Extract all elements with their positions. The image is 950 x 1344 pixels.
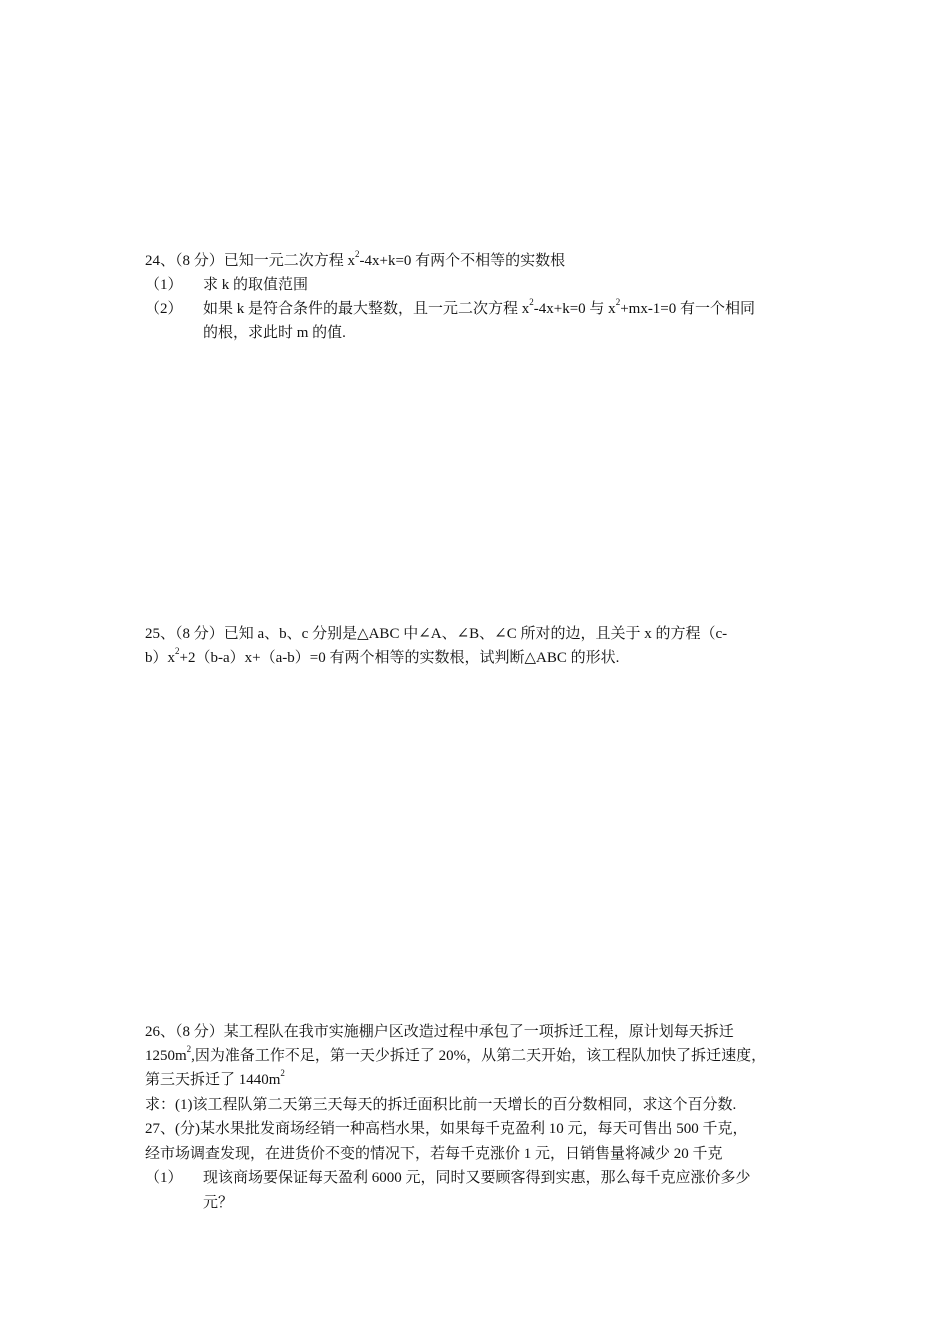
q27-line-1: 27、(分)某水果批发商场经销一种高档水果，如果每千克盈利 10 元，每天可售出 500 千克， — [145, 1121, 748, 1137]
q24-part-1-number: （1） — [145, 277, 183, 293]
q24-part-2-number: （2） — [145, 301, 183, 317]
q27-part-1-number: （1） — [145, 1170, 183, 1186]
q24-part-2-continued: 的根，求此时 m 的值. — [203, 325, 346, 341]
q26-line-4: 求：(1)该工程队第二天第三天每天的拆迁面积比前一天增长的百分数相同，求这个百分数. — [145, 1097, 737, 1113]
q24-part-2: （2） 如果 k 是符合条件的最大整数，且一元二次方程 $x^2-4x+k=0$ 与 $x^2+mx-1=0$ 有一个相同 — [145, 297, 756, 317]
q26-line-1: 26、（8 分）某工程队在我市实施棚户区改造过程中承包了一项拆迁工程，原计划每天拆迁 — [145, 1024, 734, 1040]
q25-line-2: $b)x^2+2(b-a)x+(a-b)=0$ 有两个相等的实数根，试判断△ABC 的形状. — [145, 646, 620, 666]
q27-part-1: （1） 现该商场要保证每天盈利 6000 元，同时又要顾客得到实惠，那么每千克应涨价多少 — [145, 1170, 751, 1186]
q26-line-2: $1250m^2$,因为准备工作不足，第一天少拆迁了 20%，从第二天开始，该工程队加快了拆迁速度， — [145, 1044, 767, 1064]
q26-line-3: 第三天拆迁了 $1440m^2$ — [145, 1068, 285, 1088]
q25-line-1: 25、（8 分）已知 a、b、c 分别是△ABC 中∠A、∠B、∠C 所对的边，且关于 x 的方程（c- — [145, 626, 728, 642]
q24-part-1: （1） 求 k 的取值范围 — [145, 277, 309, 293]
q27-line-2: 经市场调查发现，在进货价不变的情况下，若每千克涨价 1 元，日销售量将减少 20 千克 — [145, 1146, 723, 1162]
q27-part-1-continued: 元？ — [203, 1195, 234, 1211]
q24-stem: 24、（8 分）已知一元二次方程 $x^2-4x+k=0$ 有两个不相等的实数根 — [145, 249, 566, 269]
